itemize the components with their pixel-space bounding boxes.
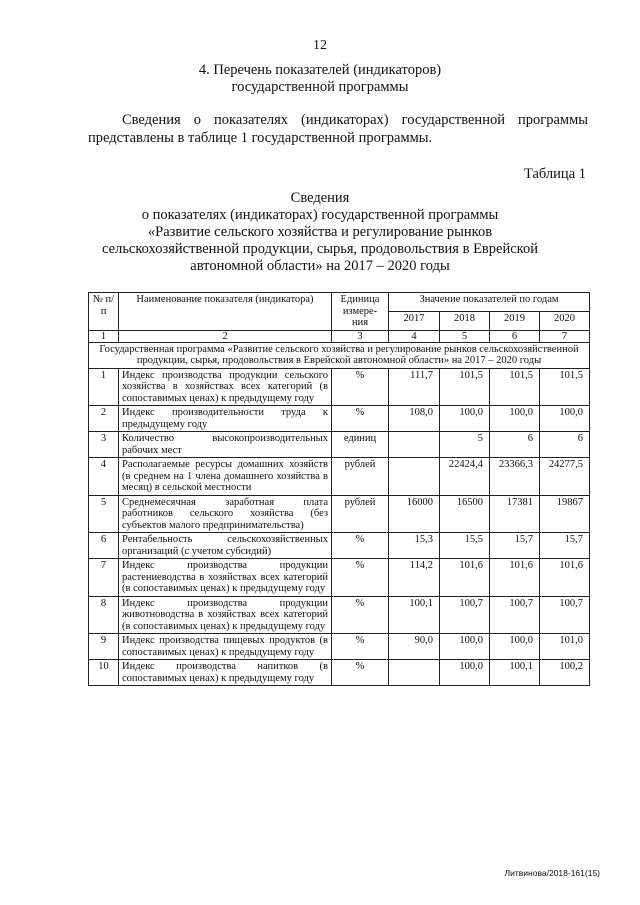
unit: %: [332, 596, 389, 634]
table-row: [89, 495, 590, 533]
table-row: [89, 660, 590, 686]
value-2017: 90,0: [389, 634, 440, 660]
unit: %: [332, 660, 389, 686]
value-2017: 100,1: [389, 596, 440, 634]
value-2018: 100,7: [440, 596, 490, 634]
indicator-name: Располагаемые ресурсы домашних хозяйств (в среднем на 1 члена домашнего хозяйства в месяц) в сельской местности: [119, 458, 332, 496]
footer-reference: Литвинова/2018-161(15): [504, 868, 600, 878]
value-2020: 100,0: [540, 406, 590, 432]
page-number: 12: [313, 38, 327, 53]
value-2017: [389, 432, 440, 458]
table-row: [89, 368, 590, 406]
table-row: [89, 406, 590, 432]
header-num: № п/п: [89, 293, 119, 331]
indicator-name: Индекс производства напитков (в сопоставимых ценах) к предыдущему году: [119, 660, 332, 686]
row-number: 2: [89, 406, 119, 432]
table-row: [89, 634, 590, 660]
row-number: 6: [89, 533, 119, 559]
header-name: Наименование показателя (индикатора): [119, 293, 332, 331]
intro-line-2: представлены в таблице 1 государственной программы.: [88, 130, 433, 146]
table-row: [89, 458, 590, 496]
value-2020: 101,6: [540, 559, 590, 597]
header-unit: Единица измере-ния: [332, 293, 389, 331]
header-year: 2017: [389, 311, 440, 330]
value-2018: 15,5: [440, 533, 490, 559]
value-2020: 19867: [540, 495, 590, 533]
indicator-name: Индекс производства пищевых продуктов (в сопоставимых ценах) к предыдущему году: [119, 634, 332, 660]
value-2017: 108,0: [389, 406, 440, 432]
value-2019: 6: [490, 432, 540, 458]
unit: рублей: [332, 458, 389, 496]
table-title-line-4: сельскохозяйственной продукции, сырья, продовольствия в Еврейской: [102, 241, 538, 257]
unit: единиц: [332, 432, 389, 458]
header-year: 2018: [440, 311, 490, 330]
value-2019: 101,5: [490, 368, 540, 406]
unit: %: [332, 533, 389, 559]
value-2020: 100,2: [540, 660, 590, 686]
value-2017: 111,7: [389, 368, 440, 406]
row-number: 4: [89, 458, 119, 496]
program-section-row: [89, 342, 590, 368]
indicator-name: Среднемесячная заработная плата работников сельского хозяйства (без субъектов малого предпринимательства): [119, 495, 332, 533]
column-number: 6: [490, 330, 540, 342]
value-2020: 101,0: [540, 634, 590, 660]
column-number: 2: [119, 330, 332, 342]
value-2019: 23366,3: [490, 458, 540, 496]
value-2020: 24277,5: [540, 458, 590, 496]
value-2017: 16000: [389, 495, 440, 533]
table-title-line-1: Сведения: [290, 190, 350, 206]
row-number: 8: [89, 596, 119, 634]
value-2017: 15,3: [389, 533, 440, 559]
row-number: 5: [89, 495, 119, 533]
indicator-name: Индекс производительности труда к предыдущему году: [119, 406, 332, 432]
value-2018: 100,0: [440, 634, 490, 660]
row-number: 3: [89, 432, 119, 458]
indicator-name: Количество высокопроизводительных рабочих мест: [119, 432, 332, 458]
table-title: [0, 190, 640, 275]
row-number: 7: [89, 559, 119, 597]
value-2019: 101,6: [490, 559, 540, 597]
value-2018: 5: [440, 432, 490, 458]
section-heading: [0, 62, 640, 96]
table-row: [89, 596, 590, 634]
indicator-name: Индекс производства продукции растениеводства в хозяйствах всех категорий (в сопоставимых ценах) к предыдущему году: [119, 559, 332, 597]
column-number: 7: [540, 330, 590, 342]
value-2019: 100,7: [490, 596, 540, 634]
column-number: 5: [440, 330, 490, 342]
value-2017: [389, 660, 440, 686]
value-2019: 15,7: [490, 533, 540, 559]
table-row: [89, 533, 590, 559]
value-2018: 22424,4: [440, 458, 490, 496]
program-section-title: Государственная программа «Развитие сельского хозяйства и регулирование рынков сельскохозяйственной продукции, сырья, продовольствия в Еврейской автономной области» на 2017 – 2020 годы: [89, 342, 590, 368]
value-2020: 101,5: [540, 368, 590, 406]
value-2019: 100,1: [490, 660, 540, 686]
table-row: [89, 559, 590, 597]
unit: %: [332, 634, 389, 660]
column-number: 1: [89, 330, 119, 342]
header-year: 2019: [490, 311, 540, 330]
table-row: [89, 432, 590, 458]
indicator-name: Рентабельность сельскохозяйственных организаций (с учетом субсидий): [119, 533, 332, 559]
indicator-name: Индекс производства продукции животноводства в хозяйствах всех категорий (в сопоставимых ценах) к предыдущему году: [119, 596, 332, 634]
column-number-row: [89, 330, 590, 342]
value-2018: 101,6: [440, 559, 490, 597]
intro-line-1: Сведения о показателях (индикаторах) государственной программы: [122, 112, 588, 128]
column-number: 4: [389, 330, 440, 342]
value-2020: 6: [540, 432, 590, 458]
value-2019: 17381: [490, 495, 540, 533]
value-2020: 15,7: [540, 533, 590, 559]
indicator-name: Индекс производства продукции сельского хозяйства в хозяйствах всех категорий (в сопоставимых ценах) к предыдущему году: [119, 368, 332, 406]
header-year: 2020: [540, 311, 590, 330]
section-heading-line-1: 4. Перечень показателей (индикаторов): [198, 62, 442, 78]
unit: %: [332, 406, 389, 432]
unit: %: [332, 368, 389, 406]
unit: %: [332, 559, 389, 597]
table-title-line-5: автономной области» на 2017 – 2020 годы: [190, 258, 450, 274]
column-number: 3: [332, 330, 389, 342]
value-2017: [389, 458, 440, 496]
table-title-line-2: о показателях (индикаторах) государственной программы: [141, 207, 499, 223]
value-2019: 100,0: [490, 406, 540, 432]
table-title-line-3: «Развитие сельского хозяйства и регулирование рынков: [147, 224, 493, 240]
row-number: 9: [89, 634, 119, 660]
value-2018: 16500: [440, 495, 490, 533]
value-2018: 101,5: [440, 368, 490, 406]
header-row: [89, 293, 590, 312]
indicators-table: [88, 292, 590, 686]
value-2018: 100,0: [440, 660, 490, 686]
row-number: 10: [89, 660, 119, 686]
header-values-group: Значение показателей по годам: [389, 293, 590, 312]
intro-paragraph: [88, 111, 588, 147]
value-2018: 100,0: [440, 406, 490, 432]
table-label: Таблица 1: [523, 166, 586, 182]
value-2017: 114,2: [389, 559, 440, 597]
row-number: 1: [89, 368, 119, 406]
value-2020: 100,7: [540, 596, 590, 634]
unit: рублей: [332, 495, 389, 533]
value-2019: 100,0: [490, 634, 540, 660]
section-heading-line-2: государственной программы: [231, 79, 409, 95]
